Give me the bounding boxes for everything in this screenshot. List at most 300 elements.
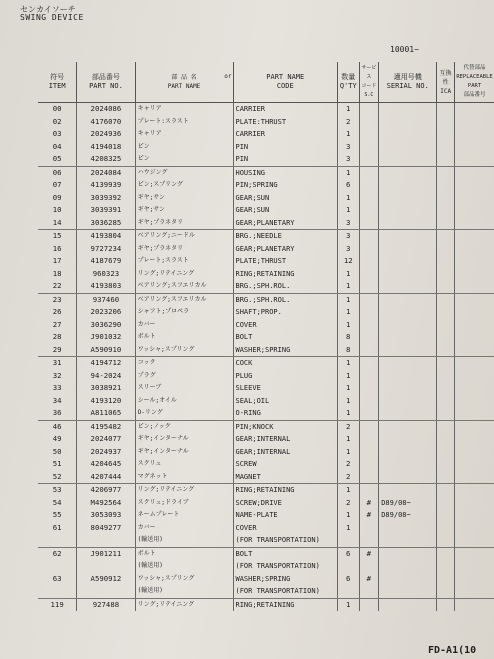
cell-serial xyxy=(379,484,437,497)
cell-serial xyxy=(379,547,437,560)
col-replaceable: 代替部品 REPLACEABLE PART 部品番号 xyxy=(455,62,494,103)
cell-sc xyxy=(359,598,379,611)
cell-part: A590912 xyxy=(77,573,135,586)
cell-qty: 6 xyxy=(338,547,360,560)
cell-jp: ギヤ;サン xyxy=(135,204,233,217)
cell-code: GEAR;SUN xyxy=(233,192,338,205)
cell-item: 31 xyxy=(52,358,62,367)
cell-qty: 1 xyxy=(338,306,360,319)
cell-serial xyxy=(379,331,437,344)
cell-part: 2023206 xyxy=(77,306,135,319)
table-row xyxy=(38,357,494,370)
cell-part: 9727234 xyxy=(77,243,135,256)
cell-empty xyxy=(437,420,455,433)
cell-serial xyxy=(379,420,437,433)
cell-sc xyxy=(359,319,379,332)
table-row xyxy=(38,230,494,243)
table-row xyxy=(38,458,494,471)
cell-part: J901211 xyxy=(77,547,135,560)
table-row xyxy=(38,547,494,560)
cell-jp: ボルト xyxy=(135,547,233,560)
cell-empty xyxy=(455,433,494,446)
cell-item: 00 xyxy=(52,104,62,113)
cell-sc xyxy=(359,522,379,535)
cell-serial xyxy=(379,230,437,243)
cell-item: 36 xyxy=(38,407,77,420)
cell-empty xyxy=(437,357,455,370)
parts-table xyxy=(38,62,494,611)
cell-sc xyxy=(359,179,379,192)
cell-qty: 3 xyxy=(338,243,360,256)
table-row xyxy=(38,116,494,129)
cell-serial xyxy=(379,280,437,293)
cell-jp: ギヤ;プラネタリ xyxy=(135,243,233,256)
cell-serial: D89/08~ xyxy=(379,497,437,510)
cell-serial xyxy=(379,560,437,573)
cell-code: BRG.;SPH.ROL. xyxy=(233,293,338,306)
cell-sc xyxy=(359,293,379,306)
cell-code: MAGNET xyxy=(233,471,338,484)
cell-jp: (輸送用) xyxy=(135,585,233,598)
col-sc: サービス コード S.C xyxy=(359,62,379,103)
cell-sc xyxy=(359,243,379,256)
cell-jp: ベアリング;ニードル xyxy=(135,230,233,243)
cell-part: J901032 xyxy=(77,331,135,344)
cell-code: COVER xyxy=(233,319,338,332)
cell-jp: プレート;スラスト xyxy=(135,255,233,268)
cell-empty xyxy=(437,116,455,129)
cell-empty xyxy=(455,522,494,535)
cell-serial xyxy=(379,268,437,281)
parts-rows xyxy=(38,103,494,612)
cell-code: O-RING xyxy=(233,407,338,420)
cell-jp: キャリア xyxy=(135,103,233,116)
cell-empty xyxy=(455,179,494,192)
cell-empty xyxy=(455,217,494,230)
cell-empty xyxy=(437,534,455,547)
cell-code: PIN;SPRING xyxy=(233,179,338,192)
cell-sc xyxy=(359,471,379,484)
cell-part: 3039391 xyxy=(77,204,135,217)
table-row xyxy=(38,420,494,433)
cell-empty xyxy=(455,407,494,420)
cell-sc xyxy=(359,560,379,573)
cell-jp: ギヤ;サン xyxy=(135,192,233,205)
cell-jp: ギヤ;インターナル xyxy=(135,446,233,459)
cell-qty: 1 xyxy=(338,509,360,522)
cell-jp: シャフト;プロペラ xyxy=(135,306,233,319)
cell-code: BOLT xyxy=(233,331,338,344)
cell-code: CARRIER xyxy=(233,103,338,116)
cell-part: 4193804 xyxy=(77,230,135,243)
cell-qty: 2 xyxy=(338,420,360,433)
cell-part: 4194018 xyxy=(77,141,135,154)
table-row xyxy=(38,370,494,383)
cell-empty xyxy=(455,547,494,560)
cell-sc xyxy=(359,458,379,471)
table-row xyxy=(38,255,494,268)
cell-item: 17 xyxy=(52,256,62,265)
cell-item: 04 xyxy=(52,141,62,151)
table-row xyxy=(38,268,494,281)
cell-sc xyxy=(359,420,379,433)
cell-part: 4176070 xyxy=(77,116,135,129)
cell-empty xyxy=(437,344,455,357)
cell-jp: ボルト xyxy=(135,331,233,344)
cell-code: BRG.;NEEDLE xyxy=(233,230,338,243)
cell-sc: # xyxy=(359,497,379,510)
cell-empty xyxy=(437,560,455,573)
cell-empty xyxy=(437,458,455,471)
cell-code: PIN;KNOCK xyxy=(233,420,338,433)
cell-qty: 1 xyxy=(338,598,360,611)
cell-serial: D89/08~ xyxy=(379,509,437,522)
cell-empty xyxy=(455,268,494,281)
cell-jp: ベアリング;スフエリカル xyxy=(135,280,233,293)
cell-empty xyxy=(455,382,494,395)
cell-empty xyxy=(437,128,455,141)
cell-item: 29 xyxy=(38,344,77,357)
cell-qty: 3 xyxy=(338,230,360,243)
cell-item: 52 xyxy=(38,471,77,484)
col-item: 符号 ITEM xyxy=(38,62,77,103)
table-row xyxy=(38,141,494,154)
table-row xyxy=(38,598,494,611)
cell-empty xyxy=(455,192,494,205)
cell-qty: 1 xyxy=(338,103,360,116)
page-number: FD-A1(10 xyxy=(428,645,477,656)
cell-serial xyxy=(379,217,437,230)
cell-item: 33 xyxy=(52,383,62,392)
cell-jp: リング;リテイニング xyxy=(135,598,233,611)
cell-code: SLEEVE xyxy=(233,382,338,395)
cell-part: 2024937 xyxy=(77,446,135,459)
cell-part: 4206977 xyxy=(77,484,135,497)
cell-empty xyxy=(437,585,455,598)
cell-sc xyxy=(359,153,379,166)
table-row xyxy=(38,293,494,306)
cell-sc xyxy=(359,268,379,281)
col-serial: 適用号機 SERIAL NO. xyxy=(379,62,437,103)
cell-jp: ネームプレート xyxy=(135,509,233,522)
table-row xyxy=(38,128,494,141)
cell-empty xyxy=(455,560,494,573)
cell-serial xyxy=(379,357,437,370)
cell-item xyxy=(38,560,77,573)
cell-sc xyxy=(359,103,379,116)
cell-empty xyxy=(437,573,455,586)
cell-empty xyxy=(437,217,455,230)
cell-qty: 6 xyxy=(338,573,360,586)
cell-part: 927488 xyxy=(77,598,135,611)
cell-empty xyxy=(437,192,455,205)
cell-qty: 1 xyxy=(338,370,360,383)
cell-code: SCREW xyxy=(233,458,338,471)
cell-qty: 3 xyxy=(338,141,360,154)
table-row xyxy=(38,484,494,497)
cell-item: 63 xyxy=(52,573,62,583)
cell-sc xyxy=(359,370,379,383)
col-ica: 互換性 ICA xyxy=(437,62,455,103)
cell-empty xyxy=(455,471,494,484)
cell-empty xyxy=(455,509,494,522)
table-row xyxy=(38,166,494,179)
cell-serial xyxy=(379,116,437,129)
cell-code: PLATE;THRUST xyxy=(233,255,338,268)
cell-part: 4207444 xyxy=(77,471,135,484)
cell-part: 2024086 xyxy=(77,103,135,116)
cell-qty xyxy=(338,534,360,547)
cell-empty xyxy=(437,484,455,497)
cell-sc xyxy=(359,192,379,205)
cell-empty xyxy=(455,280,494,293)
cell-sc xyxy=(359,116,379,129)
cell-qty: 3 xyxy=(338,153,360,166)
table-row xyxy=(38,407,494,420)
cell-qty xyxy=(338,560,360,573)
cell-empty xyxy=(455,357,494,370)
cell-item: 62 xyxy=(52,548,62,558)
cell-item: 46 xyxy=(52,421,62,431)
cell-part: 4193803 xyxy=(77,280,135,293)
cell-part: 4194712 xyxy=(77,357,135,370)
cell-code: (FOR TRANSPORTATION) xyxy=(233,560,338,573)
cell-empty xyxy=(437,204,455,217)
cell-code: CARRIER xyxy=(233,128,338,141)
table-row xyxy=(38,217,494,230)
cell-jp: キャリア xyxy=(135,128,233,141)
cell-empty xyxy=(437,509,455,522)
cell-part: 4187679 xyxy=(77,255,135,268)
cell-item: 06 xyxy=(52,167,62,177)
cell-qty: 6 xyxy=(338,179,360,192)
cell-serial xyxy=(379,471,437,484)
cell-code: SHAFT;PROP. xyxy=(233,306,338,319)
table-row xyxy=(38,433,494,446)
cell-code: PIN xyxy=(233,141,338,154)
cell-part: 2024936 xyxy=(77,128,135,141)
cell-item: 18 xyxy=(52,268,62,278)
cell-serial xyxy=(379,153,437,166)
cell-empty xyxy=(455,598,494,611)
cell-item: 50 xyxy=(52,446,62,456)
cell-empty xyxy=(437,471,455,484)
cell-code: BRG.;SPH.ROL. xyxy=(233,280,338,293)
cell-empty xyxy=(437,255,455,268)
table-row xyxy=(38,319,494,332)
cell-part: 4208325 xyxy=(77,153,135,166)
col-or: or xyxy=(224,73,232,80)
cell-jp: リング;リテイニング xyxy=(135,484,233,497)
cell-code: WASHER;SPRING xyxy=(233,573,338,586)
cell-qty: 1 xyxy=(338,128,360,141)
cell-item: 28 xyxy=(52,332,62,341)
cell-code: RING;RETAINING xyxy=(233,484,338,497)
col-qty: 数量 Q'TY xyxy=(338,62,360,103)
cell-serial xyxy=(379,522,437,535)
cell-jp: スクリュ xyxy=(135,458,233,471)
cell-serial xyxy=(379,458,437,471)
cell-serial xyxy=(379,585,437,598)
cell-code: PIN xyxy=(233,153,338,166)
cell-code: PLATE:THRUST xyxy=(233,116,338,129)
cell-item: 119 xyxy=(50,599,64,609)
cell-code: PLUG xyxy=(233,370,338,383)
cell-jp: (輸送用) xyxy=(135,534,233,547)
cell-empty xyxy=(455,534,494,547)
cell-empty xyxy=(437,103,455,116)
cell-empty xyxy=(455,319,494,332)
cell-jp: (輸送用) xyxy=(135,560,233,573)
col-part-name xyxy=(135,62,233,103)
cell-item: 49 xyxy=(52,434,62,443)
cell-item: 32 xyxy=(52,370,62,380)
table-row xyxy=(38,192,494,205)
cell-empty xyxy=(455,585,494,598)
cell-serial xyxy=(379,573,437,586)
cell-part xyxy=(77,560,135,573)
cell-serial xyxy=(379,243,437,256)
table-row xyxy=(38,560,494,573)
cell-serial xyxy=(379,128,437,141)
cell-sc: # xyxy=(359,509,379,522)
cell-empty xyxy=(455,306,494,319)
cell-sc xyxy=(359,280,379,293)
cell-empty xyxy=(455,116,494,129)
cell-empty xyxy=(455,370,494,383)
cell-empty xyxy=(455,395,494,408)
cell-part: 4204645 xyxy=(77,458,135,471)
table-row xyxy=(38,585,494,598)
cell-empty xyxy=(437,433,455,446)
cell-part: A590910 xyxy=(77,344,135,357)
table-row xyxy=(38,179,494,192)
cell-empty xyxy=(455,293,494,306)
cell-serial xyxy=(379,382,437,395)
cell-empty xyxy=(437,497,455,510)
section-title-jp: センカイソーチ xyxy=(20,5,76,14)
cell-empty xyxy=(437,598,455,611)
table-row xyxy=(38,534,494,547)
cell-code: BOLT xyxy=(233,547,338,560)
cell-part: 8049277 xyxy=(77,522,135,535)
cell-empty xyxy=(437,547,455,560)
cell-jp: プラグ xyxy=(135,370,233,383)
cell-sc xyxy=(359,395,379,408)
cell-qty: 1 xyxy=(338,192,360,205)
cell-serial xyxy=(379,344,437,357)
cell-item: 14 xyxy=(38,217,77,230)
cell-qty xyxy=(338,585,360,598)
cell-serial xyxy=(379,433,437,446)
table-row xyxy=(38,446,494,459)
cell-empty xyxy=(437,141,455,154)
cell-qty: 1 xyxy=(338,166,360,179)
table-row xyxy=(38,103,494,116)
table-row xyxy=(38,331,494,344)
cell-empty xyxy=(455,153,494,166)
cell-empty xyxy=(455,573,494,586)
cell-empty xyxy=(455,204,494,217)
cell-qty: 2 xyxy=(338,471,360,484)
cell-part: 3053093 xyxy=(77,509,135,522)
cell-serial xyxy=(379,179,437,192)
cell-jp: ギヤ;インターナル xyxy=(135,433,233,446)
cell-sc xyxy=(359,230,379,243)
cell-empty xyxy=(437,522,455,535)
cell-item: 23 xyxy=(52,294,62,304)
cell-item: 22 xyxy=(38,280,77,293)
cell-empty xyxy=(437,179,455,192)
cell-empty xyxy=(437,293,455,306)
cell-serial xyxy=(379,141,437,154)
cell-serial xyxy=(379,103,437,116)
cell-qty: 1 xyxy=(338,382,360,395)
cell-sc xyxy=(359,166,379,179)
table-row xyxy=(38,382,494,395)
cell-qty: 1 xyxy=(338,319,360,332)
cell-item: 02 xyxy=(52,116,62,126)
table-row xyxy=(38,395,494,408)
cell-item: 55 xyxy=(52,510,62,519)
cell-item: 26 xyxy=(52,307,62,316)
cell-part: 960323 xyxy=(77,268,135,281)
cell-part xyxy=(77,534,135,547)
cell-sc xyxy=(359,585,379,598)
cell-jp: リング;リテイニング xyxy=(135,268,233,281)
cell-empty xyxy=(437,319,455,332)
cell-empty xyxy=(437,243,455,256)
cell-empty xyxy=(455,230,494,243)
cell-item: 53 xyxy=(52,485,62,494)
cell-item: 54 xyxy=(52,497,62,507)
table-row xyxy=(38,204,494,217)
cell-sc xyxy=(359,382,379,395)
cell-qty: 1 xyxy=(338,446,360,459)
cell-empty xyxy=(455,331,494,344)
cell-qty: 12 xyxy=(338,255,360,268)
cell-sc xyxy=(359,331,379,344)
cell-sc xyxy=(359,407,379,420)
cell-jp: ピン;スプリング xyxy=(135,179,233,192)
cell-code: RING;RETAINING xyxy=(233,598,338,611)
cell-code: COCK xyxy=(233,357,338,370)
cell-serial xyxy=(379,192,437,205)
cell-part: 3039392 xyxy=(77,192,135,205)
cell-code: (FOR TRANSPORTATION) xyxy=(233,585,338,598)
cell-code: COVER xyxy=(233,522,338,535)
cell-item: 09 xyxy=(52,192,62,202)
cell-empty xyxy=(455,141,494,154)
cell-part: A811065 xyxy=(77,407,135,420)
col-part-name-label: 部 品 名 PART NAME xyxy=(167,74,201,90)
cell-sc xyxy=(359,217,379,230)
cell-sc xyxy=(359,484,379,497)
col-part-no: 部品番号 PART NO. xyxy=(77,62,135,103)
cell-jp: ワッシャ;スプリング xyxy=(135,344,233,357)
cell-item: 03 xyxy=(52,129,62,138)
section-title: SWING DEVICE xyxy=(20,13,84,22)
cell-serial xyxy=(379,166,437,179)
cell-qty: 2 xyxy=(338,497,360,510)
cell-qty: 8 xyxy=(338,331,360,344)
cell-qty: 1 xyxy=(338,293,360,306)
cell-item: 15 xyxy=(52,231,62,240)
table-row xyxy=(38,153,494,166)
cell-serial xyxy=(379,407,437,420)
cell-item: 10 xyxy=(52,205,62,214)
table-row xyxy=(38,573,494,586)
